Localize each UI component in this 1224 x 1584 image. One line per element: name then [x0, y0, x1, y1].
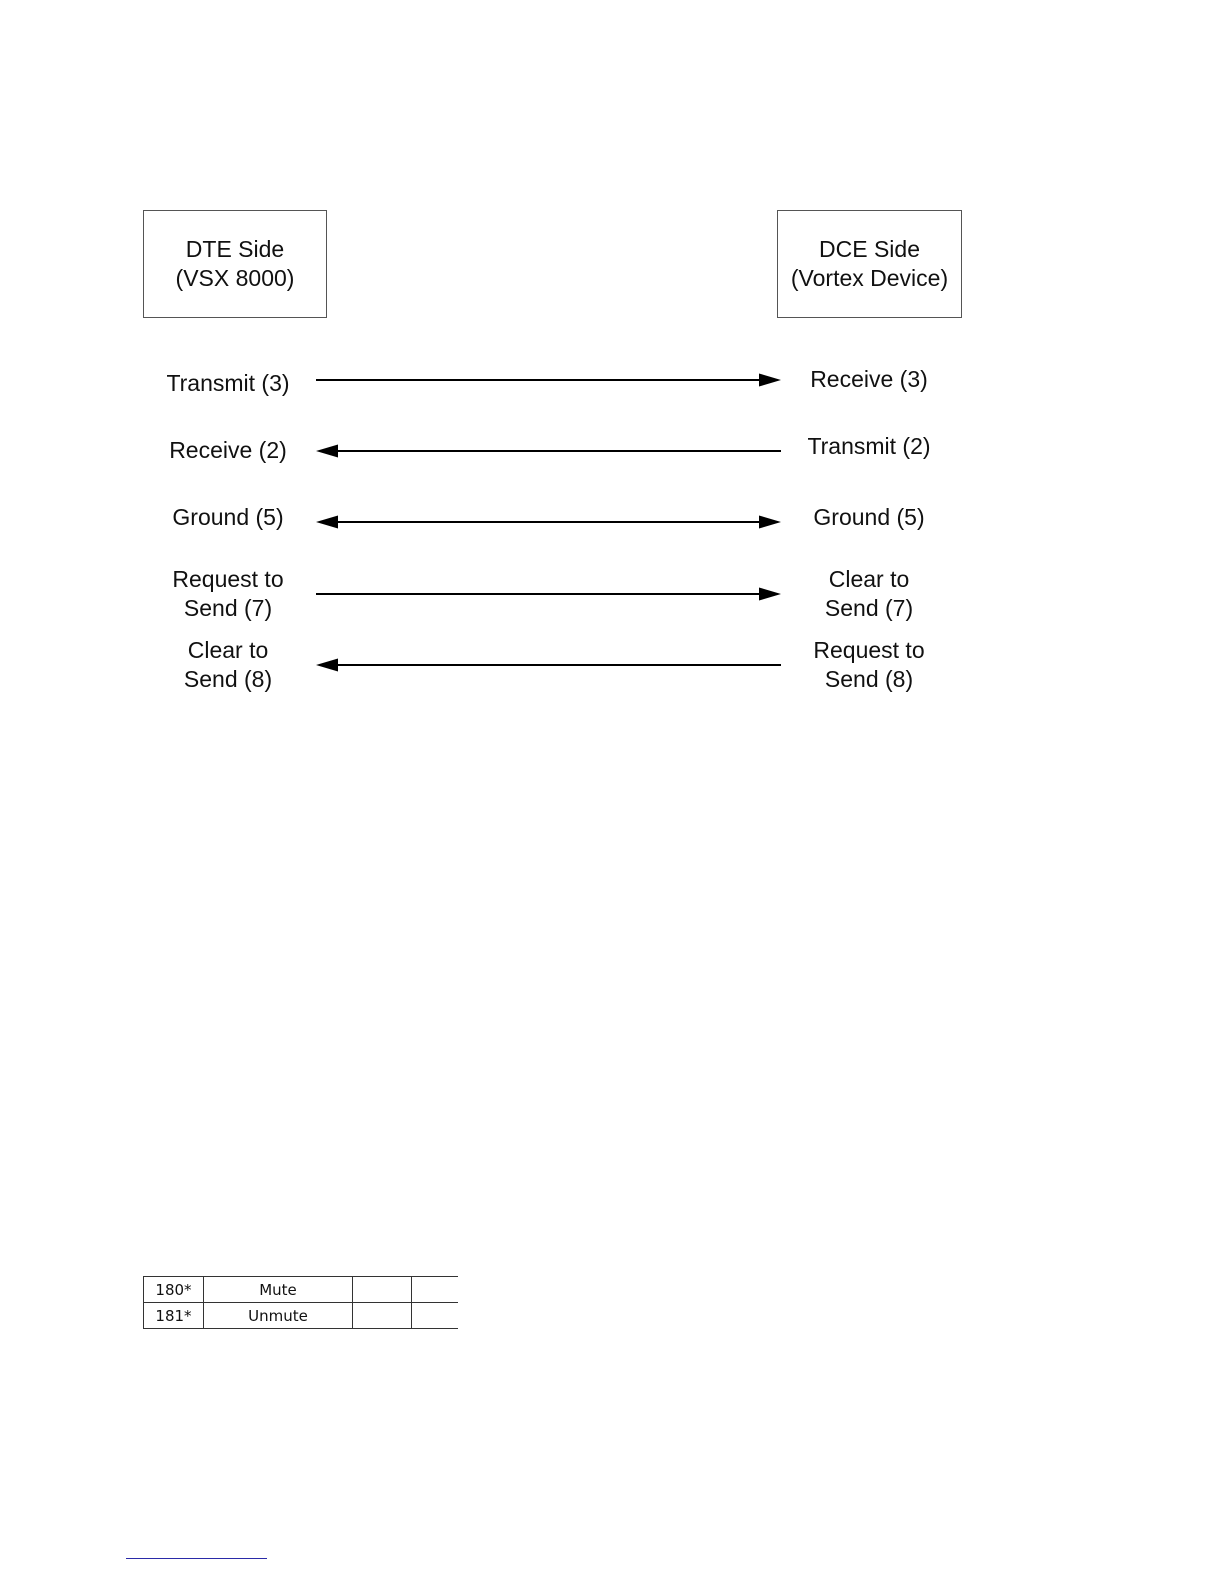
command-label-cell: Unmute: [204, 1303, 353, 1329]
dce-signal-label-line1: Request to: [813, 637, 925, 663]
dte-signal-label-line2: Send (7): [183, 595, 273, 621]
table-row: [144, 1277, 458, 1303]
dce-signal-label-line1: Clear to: [828, 566, 910, 592]
footnote-separator: [126, 1558, 267, 1559]
arrowhead-right: [759, 588, 781, 601]
arrowhead-left: [316, 516, 338, 529]
dte-box-line1: DTE Side: [185, 236, 285, 262]
arrowhead-left: [316, 445, 338, 458]
dte-signal-label-line1: Clear to: [187, 637, 269, 663]
arrowhead-right: [759, 516, 781, 529]
empty-cell: [412, 1277, 458, 1303]
dte-signal-label-line1: Request to: [172, 566, 284, 592]
arrowhead-right: [759, 374, 781, 387]
dce-box-line1: DCE Side: [819, 236, 920, 262]
empty-cell: [353, 1277, 412, 1303]
command-code-cell: 180*: [144, 1277, 204, 1303]
dce-signal-label: Ground (5): [813, 504, 925, 530]
dce-signal-label: Receive (3): [810, 366, 928, 392]
command-label-cell: Mute: [204, 1277, 353, 1303]
table-row: [144, 1303, 458, 1329]
command-table: [143, 1276, 458, 1329]
dte-signal-label: Receive (2): [169, 437, 287, 463]
command-code-cell: 181*: [144, 1303, 204, 1329]
dte-signal-label: Transmit (3): [166, 370, 290, 396]
empty-cell: [353, 1303, 412, 1329]
dce-box-line2: (Vortex Device): [790, 265, 949, 291]
dce-signal-label: Transmit (2): [807, 433, 931, 459]
dce-signal-label-line2: Send (7): [824, 595, 914, 621]
dte-box-line2: (VSX 8000): [175, 265, 295, 291]
arrowhead-left: [316, 659, 338, 672]
dce-signal-label-line2: Send (8): [824, 666, 914, 692]
dte-signal-label: Ground (5): [172, 504, 284, 530]
dte-signal-label-line2: Send (8): [183, 666, 273, 692]
empty-cell: [412, 1303, 458, 1329]
